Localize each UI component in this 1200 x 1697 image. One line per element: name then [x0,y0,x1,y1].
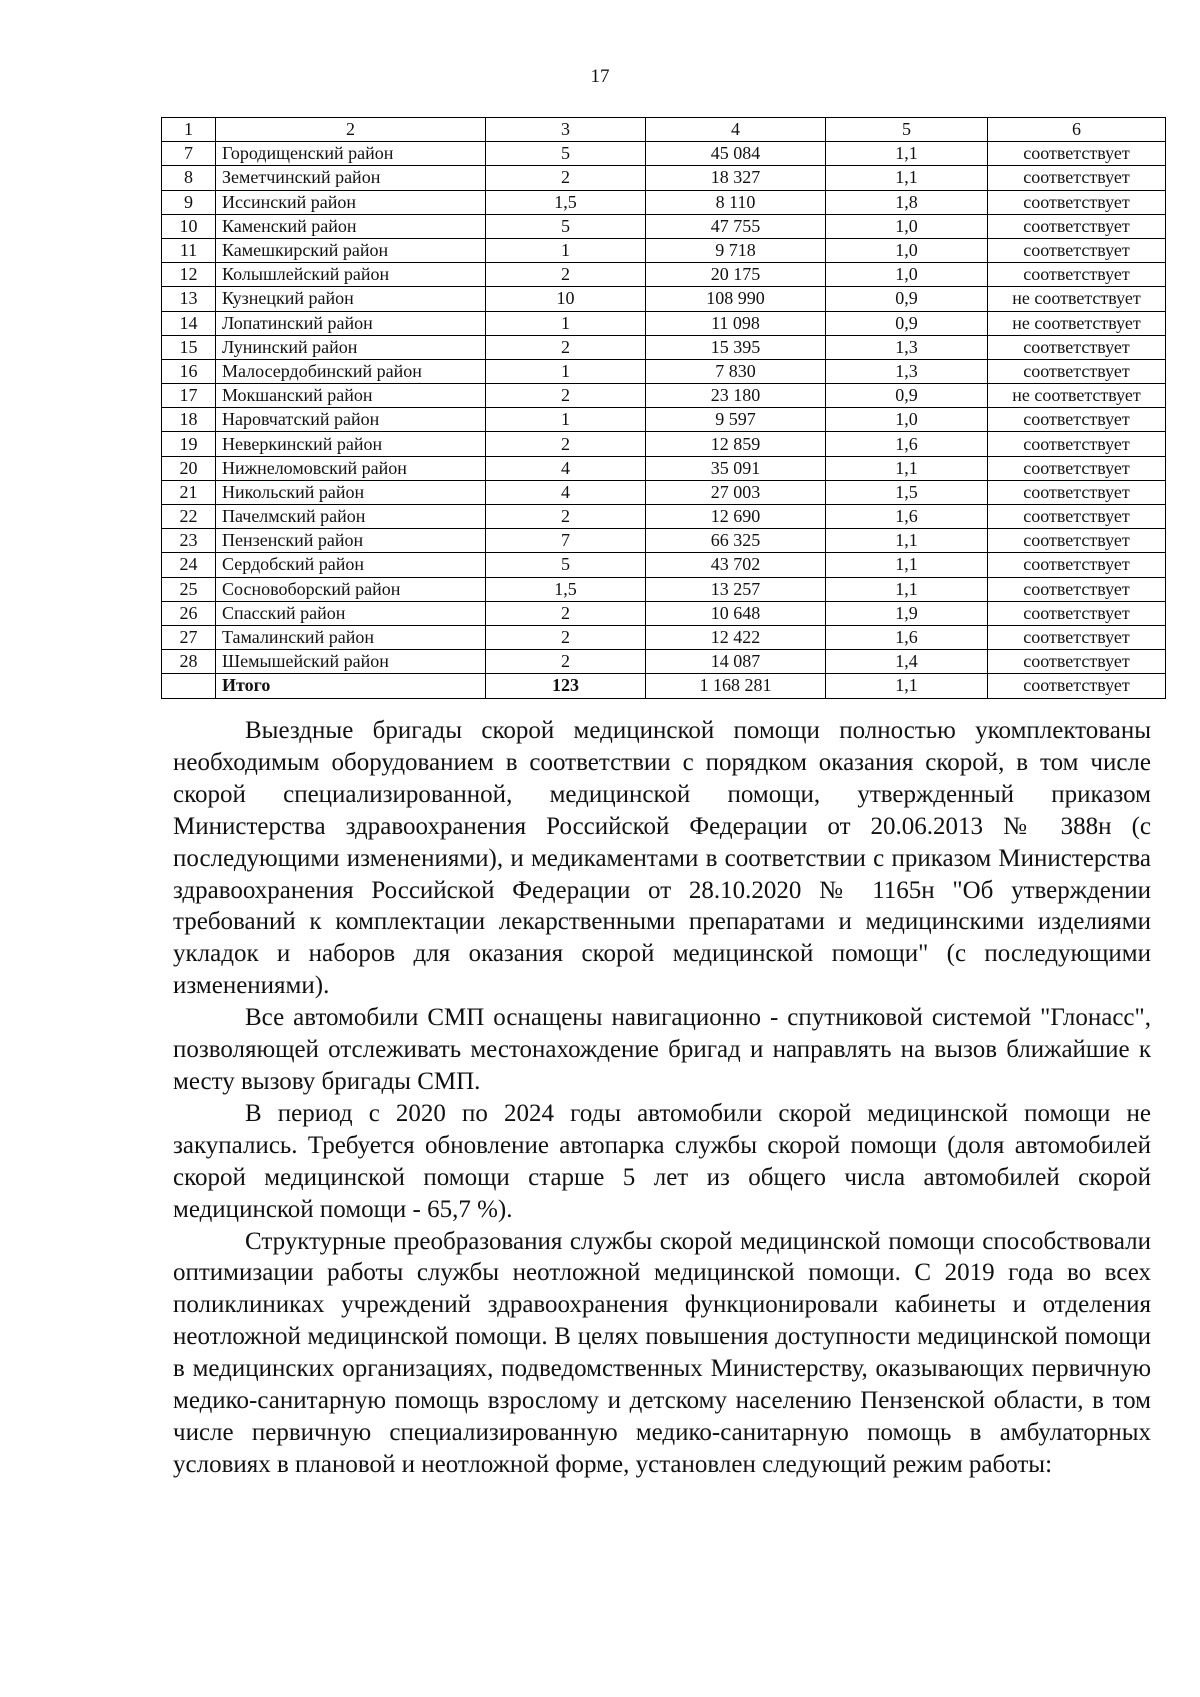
table-cell: 1,1 [826,166,988,190]
table-cell: 1 [486,359,646,383]
table-row [162,359,1166,383]
table-cell: Никольский район [216,480,486,504]
table-cell: 9 597 [646,408,826,432]
table-cell: 4 [486,456,646,480]
table-row [162,384,1166,408]
table-cell: 5 [486,214,646,238]
table-cell: соответствует [988,577,1166,601]
table-cell: 1,1 [826,142,988,166]
table-cell: соответствует [988,505,1166,529]
table-cell: Земетчинский район [216,166,486,190]
table-cell: 2 [486,263,646,287]
table-cell: соответствует [988,142,1166,166]
table-row [162,238,1166,262]
table-cell: 12 690 [646,505,826,529]
table-cell: 11 098 [646,311,826,335]
table-cell: 1,0 [826,408,988,432]
table-row [162,190,1166,214]
header-cell: 3 [486,118,646,142]
table-cell: 27 [162,625,216,649]
table-cell: соответствует [988,480,1166,504]
table-cell: 13 257 [646,577,826,601]
table-row [162,625,1166,649]
table-cell: не соответствует [988,384,1166,408]
table-cell: 1,0 [826,238,988,262]
table-cell: соответствует [988,166,1166,190]
table-cell: 1,3 [826,335,988,359]
table-cell: 13 [162,287,216,311]
table-cell: 27 003 [646,480,826,504]
table-cell: 7 [486,529,646,553]
table-row [162,335,1166,359]
table-cell: Сосновоборский район [216,577,486,601]
table-row [162,263,1166,287]
body-text [173,715,1151,1481]
header-cell: 4 [646,118,826,142]
header-cell: 5 [826,118,988,142]
table-total-row [162,674,1166,698]
table-cell: 7 830 [646,359,826,383]
header-cell: 1 [162,118,216,142]
table-cell: 1,5 [486,577,646,601]
table-cell: 28 [162,650,216,674]
table-cell: Лопатинский район [216,311,486,335]
table-cell: Городищенский район [216,142,486,166]
table-cell: 23 [162,529,216,553]
table-cell: 0,9 [826,287,988,311]
table-cell: 0,9 [826,311,988,335]
table-cell: 2 [486,601,646,625]
table-cell: 1,6 [826,505,988,529]
table-cell: 1 [486,311,646,335]
table-cell: не соответствует [988,287,1166,311]
table-cell: 1 [486,238,646,262]
table-row [162,553,1166,577]
table-row [162,505,1166,529]
table-cell: 12 859 [646,432,826,456]
table-cell: 35 091 [646,456,826,480]
table-row [162,577,1166,601]
table-cell: 1,1 [826,553,988,577]
table-cell: 26 [162,601,216,625]
table-cell: 9 [162,190,216,214]
total-cell: 1 168 281 [646,674,826,698]
table-cell: соответствует [988,456,1166,480]
table-cell: 2 [486,384,646,408]
table-cell: 22 [162,505,216,529]
table-row [162,311,1166,335]
table-cell: 2 [486,505,646,529]
table-cell: Шемышейский район [216,650,486,674]
table-cell: 18 [162,408,216,432]
table-row [162,650,1166,674]
table-cell: Камешкирский район [216,238,486,262]
table-cell: 10 648 [646,601,826,625]
table-cell: 17 [162,384,216,408]
paragraph: Выездные бригады скорой медицинской помощи полностью укомплектованы необходимым оборудованием в соответствии с порядком оказания скорой, в том числе скорой специализированной, медицинской помощи, утвержденный приказом Министерства здравоохранения Российской Федерации от 20.06.2013 № 388н (с последующими изменениями), и медикаментами в соответствии с приказом Министерства здравоохранения Российской Федерации от 28.10.2020 № 1165н "Об утверждении требований к комплектации лекарственными препаратами и медицинскими изделиями укладок и наборов для оказания скорой медицинской помощи" (с последующими изменениями). [173,717,1151,1000]
table-cell: Мокшанский район [216,384,486,408]
table-cell: 66 325 [646,529,826,553]
table-cell: 1,1 [826,456,988,480]
table-cell: соответствует [988,214,1166,238]
table-cell: 2 [486,166,646,190]
table-cell: Каменский район [216,214,486,238]
paragraph: Все автомобили СМП оснащены навигационно - спутниковой системой "Глонасс", позволяющей отслеживать местонахождение бригад и направлять на вызов ближайшие к месту вызову бригады СМП. [173,1004,1151,1095]
table-cell: 24 [162,553,216,577]
table-cell: Пачелмский район [216,505,486,529]
table-cell: 1,0 [826,263,988,287]
table-cell: не соответствует [988,311,1166,335]
paragraph: В период с 2020 по 2024 годы автомобили скорой медицинской помощи не закупались. Требуется обновление автопарка службы скорой помощи (доля автомобилей скорой медицинской помощи старше 5 лет из общего числа автомобилей скорой медицинской помощи - 65,7 %). [173,1099,1151,1223]
paragraph: Структурные преобразования службы скорой медицинской помощи способствовали оптимизации работы службы неотложной медицинской помощи. С 2019 года во всех поликлиниках учреждений здравоохранения функционировали кабинеты и отделения неотложной медицинской помощи. В целях повышения доступности медицинской помощи в медицинских организациях, подведомственных Министерству, оказывающих первичную медико-санитарную помощь взрослому и детскому населению Пензенской области, в том числе первичную специализированную медико-санитарную помощь в амбулаторных условиях в плановой и неотложной форме, установлен следующий режим работы: [173,1227,1151,1478]
table-cell: 10 [486,287,646,311]
table-cell: 9 718 [646,238,826,262]
table-cell: 12 [162,263,216,287]
table-row [162,287,1166,311]
table-row [162,601,1166,625]
ambulance-brigades-table [161,117,1166,699]
table-cell: Пензенский район [216,529,486,553]
table-row [162,408,1166,432]
table-cell: соответствует [988,432,1166,456]
table-cell: 15 395 [646,335,826,359]
table-cell: Сердобский район [216,553,486,577]
table-cell: соответствует [988,625,1166,649]
table-cell: соответствует [988,529,1166,553]
table-cell: Иссинский район [216,190,486,214]
table-cell: соответствует [988,359,1166,383]
table-cell: Тамалинский район [216,625,486,649]
table-cell: Колышлейский район [216,263,486,287]
table-cell: Нижнеломовский район [216,456,486,480]
table-cell: соответствует [988,408,1166,432]
table-cell: 14 087 [646,650,826,674]
table-cell: 20 [162,456,216,480]
table-cell: 2 [486,432,646,456]
table-cell: 1,3 [826,359,988,383]
table-row [162,529,1166,553]
table-row [162,432,1166,456]
table-cell: соответствует [988,190,1166,214]
table-cell: Малосердобинский район [216,359,486,383]
table-cell: Кузнецкий район [216,287,486,311]
table-cell: 1,1 [826,529,988,553]
table-cell: 47 755 [646,214,826,238]
table-cell: 1,9 [826,601,988,625]
table-cell: 21 [162,480,216,504]
table-cell: 1,4 [826,650,988,674]
table-cell: 5 [486,142,646,166]
header-cell: 2 [216,118,486,142]
table-cell: 18 327 [646,166,826,190]
table-cell: Спасский район [216,601,486,625]
table-cell: 15 [162,335,216,359]
table-cell: 10 [162,214,216,238]
total-cell: 1,1 [826,674,988,698]
table-cell: соответствует [988,335,1166,359]
table-cell: соответствует [988,263,1166,287]
total-cell [162,674,216,698]
table-cell: Наровчатский район [216,408,486,432]
table-cell: 14 [162,311,216,335]
table-cell: 1,1 [826,577,988,601]
table-cell: Лунинский район [216,335,486,359]
table-cell: 7 [162,142,216,166]
table-cell: 1,6 [826,625,988,649]
table-cell: 1,6 [826,432,988,456]
table-cell: 19 [162,432,216,456]
total-cell: соответствует [988,674,1166,698]
table-cell: соответствует [988,553,1166,577]
table-cell: 1,5 [486,190,646,214]
table-cell: 2 [486,335,646,359]
table-cell: 0,9 [826,384,988,408]
table-row [162,456,1166,480]
table-cell: 108 990 [646,287,826,311]
table-cell: Неверкинский район [216,432,486,456]
table-cell: 2 [486,650,646,674]
table-cell: 43 702 [646,553,826,577]
header-cell: 6 [988,118,1166,142]
total-cell: 123 [486,674,646,698]
table-cell: 4 [486,480,646,504]
table-cell: 45 084 [646,142,826,166]
total-cell: Итого [216,674,486,698]
table-cell: соответствует [988,238,1166,262]
table-cell: 11 [162,238,216,262]
table-cell: 23 180 [646,384,826,408]
table-cell: 1,8 [826,190,988,214]
page-number: 17 [590,66,610,87]
table-cell: 12 422 [646,625,826,649]
table-row [162,166,1166,190]
table-cell: 16 [162,359,216,383]
table-cell: 8 [162,166,216,190]
table-cell: соответствует [988,601,1166,625]
table-cell: 1,0 [826,214,988,238]
table-cell: 25 [162,577,216,601]
table-cell: 5 [486,553,646,577]
table-cell: 1 [486,408,646,432]
table-header-row [162,118,1166,142]
table-row [162,142,1166,166]
table-body [162,118,1166,699]
table-cell: 8 110 [646,190,826,214]
table-cell: 20 175 [646,263,826,287]
table-cell: 2 [486,625,646,649]
table-cell: 1,5 [826,480,988,504]
table-row [162,214,1166,238]
table-cell: соответствует [988,650,1166,674]
table-row [162,480,1166,504]
